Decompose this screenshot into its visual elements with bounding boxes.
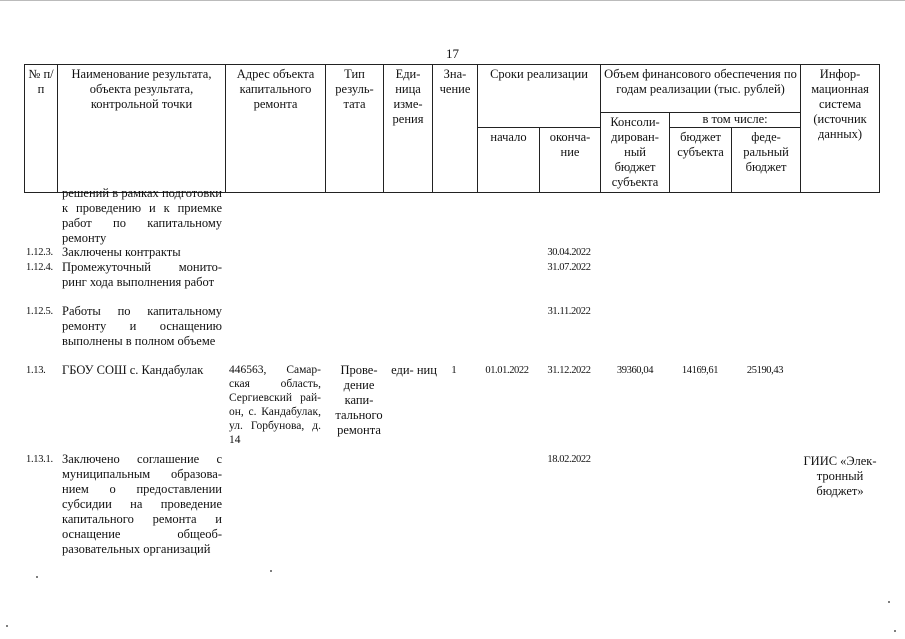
row-num: 1.12.3. bbox=[26, 247, 53, 258]
header-unit: Еди- ница изме- рения bbox=[384, 65, 433, 193]
row-end: 31.11.2022 bbox=[547, 306, 591, 317]
row-end: 30.04.2022 bbox=[547, 247, 591, 258]
header-start: начало bbox=[478, 128, 540, 193]
header-value: Зна- чение bbox=[433, 65, 478, 193]
row-federal-budget: 25190,43 bbox=[746, 365, 784, 376]
header-budget-subject: бюджет субъекта bbox=[670, 128, 732, 193]
row-budget-subject: 14169,61 bbox=[681, 365, 719, 376]
scan-speck bbox=[6, 625, 8, 627]
scan-speck bbox=[270, 570, 272, 572]
row-end: 31.12.2022 bbox=[547, 365, 591, 376]
row-end: 31.07.2022 bbox=[547, 262, 591, 273]
row-num: 1.13.1. bbox=[26, 454, 53, 465]
header-name: Наименование результата, объекта результата, контрольной точки bbox=[58, 65, 226, 193]
header-num: № п/п bbox=[25, 65, 58, 193]
scan-speck bbox=[36, 576, 38, 578]
scan-speck bbox=[894, 630, 896, 632]
header-info-system: Инфор- мационная система (источник данных) bbox=[801, 65, 880, 193]
row-name: Работы по капитальному ремонту и оснащению выполнены в полном объеме bbox=[62, 304, 222, 348]
row-num: 1.12.4. bbox=[26, 262, 53, 273]
scan-edge bbox=[0, 0, 905, 1]
row-name: Промежуточный монито- ринг хода выполнения работ bbox=[62, 260, 222, 289]
row-name: Заключены контракты bbox=[62, 245, 181, 259]
header-terms: Сроки реализации bbox=[478, 65, 601, 128]
row-name: Заключено соглашение с муниципальным образова- нием о предоставлении субсидии на проведение капитального ремонта и оснащение общеоб- разовательных организаций bbox=[62, 452, 222, 556]
row-num: 1.13. bbox=[26, 365, 46, 376]
row-name: ГБОУ СОШ с. Кандабулак bbox=[62, 363, 204, 377]
header-type: Тип резуль- тата bbox=[326, 65, 384, 193]
page-number: 17 bbox=[446, 46, 459, 61]
header-federal-budget: феде- ральный бюджет bbox=[732, 128, 801, 193]
row-value: 1 bbox=[451, 364, 457, 376]
row-end: 18.02.2022 bbox=[547, 454, 591, 465]
header-address: Адрес объекта капитального ремонта bbox=[226, 65, 326, 193]
row-num: 1.12.5. bbox=[26, 306, 53, 317]
row-name: решений в рамках подготовки к проведению и к приемке работ по капитальному ремонту bbox=[62, 186, 222, 245]
header-consolidated: Консоли- дирован- ный бюджет субъекта bbox=[601, 113, 670, 193]
header-finance: Объем финансового обеспечения по годам реализации (тыс. рублей) bbox=[601, 65, 801, 113]
table-header bbox=[24, 64, 880, 193]
row-consolidated: 39360,04 bbox=[616, 365, 654, 376]
scan-speck bbox=[888, 601, 890, 603]
row-unit: еди- ниц bbox=[391, 363, 437, 377]
row-type: Прове- дение капи- тального ремонта bbox=[335, 363, 383, 437]
header-end: оконча- ние bbox=[540, 128, 601, 193]
row-address: 446563, Самар- ская область, Сергиевский рай- он, с. Кандабулак, ул. Горбунова, д. 14 bbox=[229, 364, 321, 446]
row-info-system: ГИИС «Элек- тронный бюджет» bbox=[803, 454, 877, 498]
header-including: в том числе: bbox=[670, 113, 801, 128]
row-start: 01.01.2022 bbox=[485, 365, 529, 376]
